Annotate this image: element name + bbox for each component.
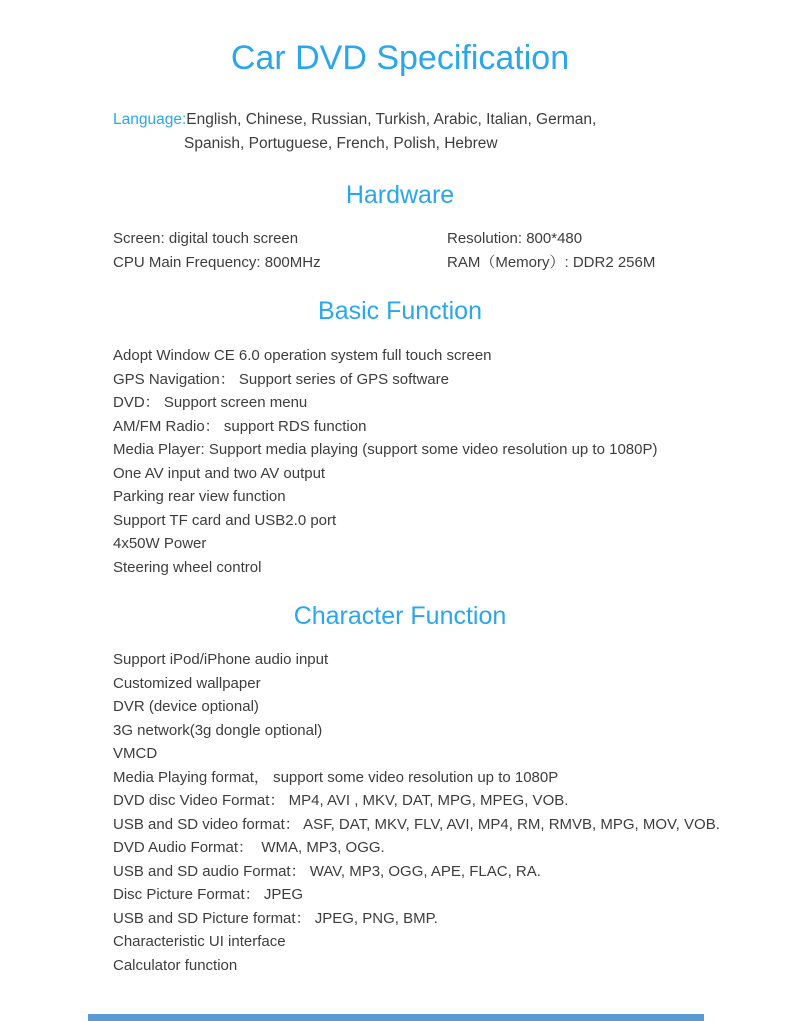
language-label: Language:	[113, 111, 187, 128]
spec-line: Media Player: Support media playing (support some video resolution up to 1080P)	[113, 441, 658, 458]
character-function-list	[0, 648, 800, 977]
hardware-table	[0, 227, 800, 275]
spec-line: Steering wheel control	[113, 558, 262, 576]
spec-line: Disc Picture Format： JPEG	[113, 886, 304, 903]
page-title: Car DVD Specification	[230, 39, 570, 77]
spec-line: Characteristic UI interface	[113, 933, 286, 950]
hardware-cell-right: RAM（Memory）: DDR2 256M	[447, 254, 656, 271]
language-list-1: English, Chinese, Russian, Turkish, Arabic, Italian, German,	[186, 111, 597, 128]
hardware-cell-left: CPU Main Frequency: 800MHz	[113, 254, 321, 271]
spec-line: DVD： Support screen menu	[113, 394, 308, 411]
spec-line: Support iPod/iPhone audio input	[113, 651, 329, 668]
spec-line: 3G network(3g dongle optional)	[113, 721, 323, 739]
language-line-2: Spanish, Portuguese, French, Polish, Hebrew	[184, 135, 498, 152]
spec-line: DVD Audio Format： WMA, MP3, OGG.	[113, 839, 385, 856]
language-line-1	[113, 108, 800, 132]
spec-line: GPS Navigation： Support series of GPS software	[113, 370, 449, 388]
spec-line: Adopt Window CE 6.0 operation system full touch screen	[113, 347, 492, 364]
spec-line: One AV input and two AV output	[113, 464, 326, 482]
spec-line: Support TF card and USB2.0 port	[113, 511, 337, 529]
basic-function-heading: Basic Function	[318, 297, 482, 325]
spec-line: Media Playing format， support some video resolution up to 1080P	[113, 768, 559, 786]
spec-line: 4x50W Power	[113, 535, 207, 552]
basic-function-list	[0, 344, 800, 579]
spec-line: Calculator function	[113, 956, 238, 974]
hardware-row	[113, 227, 800, 251]
hardware-heading: Hardware	[345, 181, 455, 209]
hardware-row	[113, 251, 800, 275]
spec-line: Parking rear view function	[113, 488, 286, 505]
spec-line: USB and SD video format： ASF, DAT, MKV, FLV, AVI, MP4, RM, RMVB, MPG, MOV, VOB.	[113, 815, 720, 833]
spec-line: USB and SD Picture format： JPEG, PNG, BMP.	[113, 909, 438, 927]
spec-line: USB and SD audio Format： WAV, MP3, OGG, APE, FLAC, RA.	[113, 862, 541, 880]
spec-line: Customized wallpaper	[113, 674, 261, 692]
spec-line: VMCD	[113, 745, 158, 762]
bottom-cutoff-banner	[88, 1014, 704, 1021]
spec-line: DVR (device optional)	[113, 698, 259, 715]
spec-line: DVD disc Video Format： MP4, AVI , MKV, DAT, MPG, MPEG, VOB.	[113, 792, 569, 809]
hardware-cell-right: Resolution: 800*480	[447, 230, 583, 247]
spec-line: AM/FM Radio： support RDS function	[113, 417, 367, 435]
hardware-cell-left: Screen: digital touch screen	[113, 230, 299, 247]
character-function-heading: Character Function	[293, 602, 507, 630]
language-block	[0, 108, 800, 156]
